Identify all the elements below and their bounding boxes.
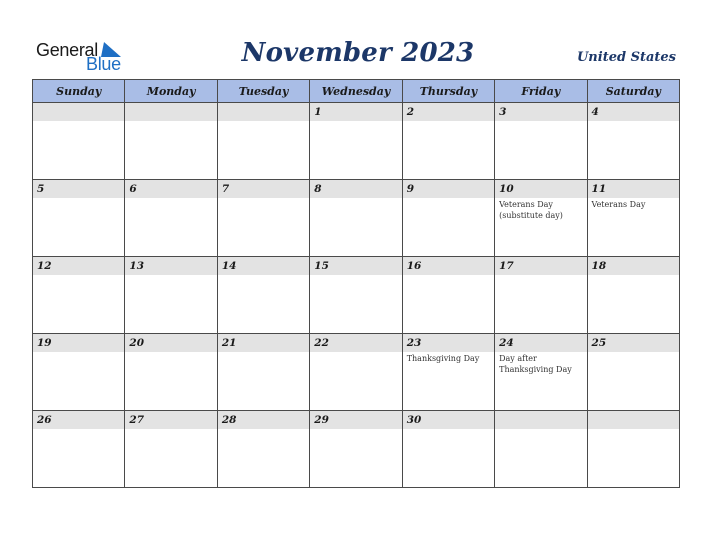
week-row (33, 180, 680, 257)
day-number: 12 (33, 257, 124, 275)
week-row (33, 411, 680, 488)
day-number: 11 (588, 180, 679, 198)
day-cell (495, 103, 587, 180)
day-number: 2 (403, 103, 494, 121)
day-cell (310, 103, 402, 180)
day-cell (125, 257, 217, 334)
day-cell (33, 180, 125, 257)
day-number: 1 (310, 103, 401, 121)
day-number: 13 (125, 257, 216, 275)
weekday-header-saturday: Saturday (587, 80, 679, 103)
day-number: 27 (125, 411, 216, 429)
weekday-header-tuesday: Tuesday (217, 80, 309, 103)
day-cell (310, 180, 402, 257)
day-cell (217, 257, 309, 334)
day-number: 14 (218, 257, 309, 275)
day-cell (125, 334, 217, 411)
weekday-header-wednesday: Wednesday (310, 80, 402, 103)
day-cell (33, 411, 125, 488)
day-cell (310, 411, 402, 488)
day-number: 30 (403, 411, 494, 429)
day-number: 16 (403, 257, 494, 275)
holiday-label: Veterans Day (591, 200, 646, 209)
day-number: 24 (495, 334, 586, 352)
weekday-header-friday: Friday (495, 80, 587, 103)
day-cell (125, 180, 217, 257)
day-number (33, 103, 124, 121)
logo-text-general: General (36, 40, 98, 60)
day-number: 4 (588, 103, 679, 121)
day-cell (217, 411, 309, 488)
day-number (495, 411, 586, 429)
page-title: November 2023 (241, 38, 475, 68)
day-number: 9 (403, 180, 494, 198)
day-number: 22 (310, 334, 401, 352)
weekday-header-thursday: Thursday (402, 80, 494, 103)
day-number (125, 103, 216, 121)
week-row (33, 257, 680, 334)
day-number: 8 (310, 180, 401, 198)
day-cell (33, 334, 125, 411)
week-row (33, 103, 680, 180)
day-cell (402, 257, 494, 334)
day-number: 18 (588, 257, 679, 275)
day-number: 7 (218, 180, 309, 198)
holiday-label: Thanksgiving Day (406, 354, 480, 363)
day-cell (587, 257, 679, 334)
week-row (33, 334, 680, 411)
generalblue-logo (36, 40, 136, 74)
day-cell (310, 257, 402, 334)
day-number: 19 (33, 334, 124, 352)
logo-text-blue: Blue (86, 54, 121, 74)
day-cell (33, 257, 125, 334)
day-cell (217, 334, 309, 411)
month-grid (32, 79, 680, 488)
day-cell (402, 411, 494, 488)
day-number (218, 103, 309, 121)
day-cell (587, 334, 679, 411)
day-number: 21 (218, 334, 309, 352)
day-cell (33, 103, 125, 180)
day-cell (587, 180, 679, 257)
day-number: 20 (125, 334, 216, 352)
day-cell (495, 257, 587, 334)
day-number (588, 411, 679, 429)
day-number: 3 (495, 103, 586, 121)
country-label: United States (576, 50, 676, 65)
holiday-label: Veterans Day (substitute day) (499, 200, 563, 220)
day-number: 10 (495, 180, 586, 198)
day-cell (495, 334, 587, 411)
day-number: 15 (310, 257, 401, 275)
day-number: 17 (495, 257, 586, 275)
day-cell (402, 334, 494, 411)
day-cell (587, 103, 679, 180)
holiday-label: Day after Thanksgiving Day (499, 354, 572, 374)
day-number: 5 (33, 180, 124, 198)
weekday-header-sunday: Sunday (33, 80, 125, 103)
weekday-header-monday: Monday (125, 80, 217, 103)
day-number: 25 (588, 334, 679, 352)
day-cell (125, 103, 217, 180)
day-cell (495, 180, 587, 257)
day-number: 6 (125, 180, 216, 198)
day-cell (310, 334, 402, 411)
weekday-header-row (33, 80, 680, 103)
day-cell (587, 411, 679, 488)
day-cell (402, 180, 494, 257)
day-cell (402, 103, 494, 180)
day-cell (495, 411, 587, 488)
weeks-body (33, 103, 680, 488)
day-cell (125, 411, 217, 488)
day-cell (217, 103, 309, 180)
day-cell (217, 180, 309, 257)
day-number: 23 (403, 334, 494, 352)
day-number: 28 (218, 411, 309, 429)
day-number: 26 (33, 411, 124, 429)
day-number: 29 (310, 411, 401, 429)
